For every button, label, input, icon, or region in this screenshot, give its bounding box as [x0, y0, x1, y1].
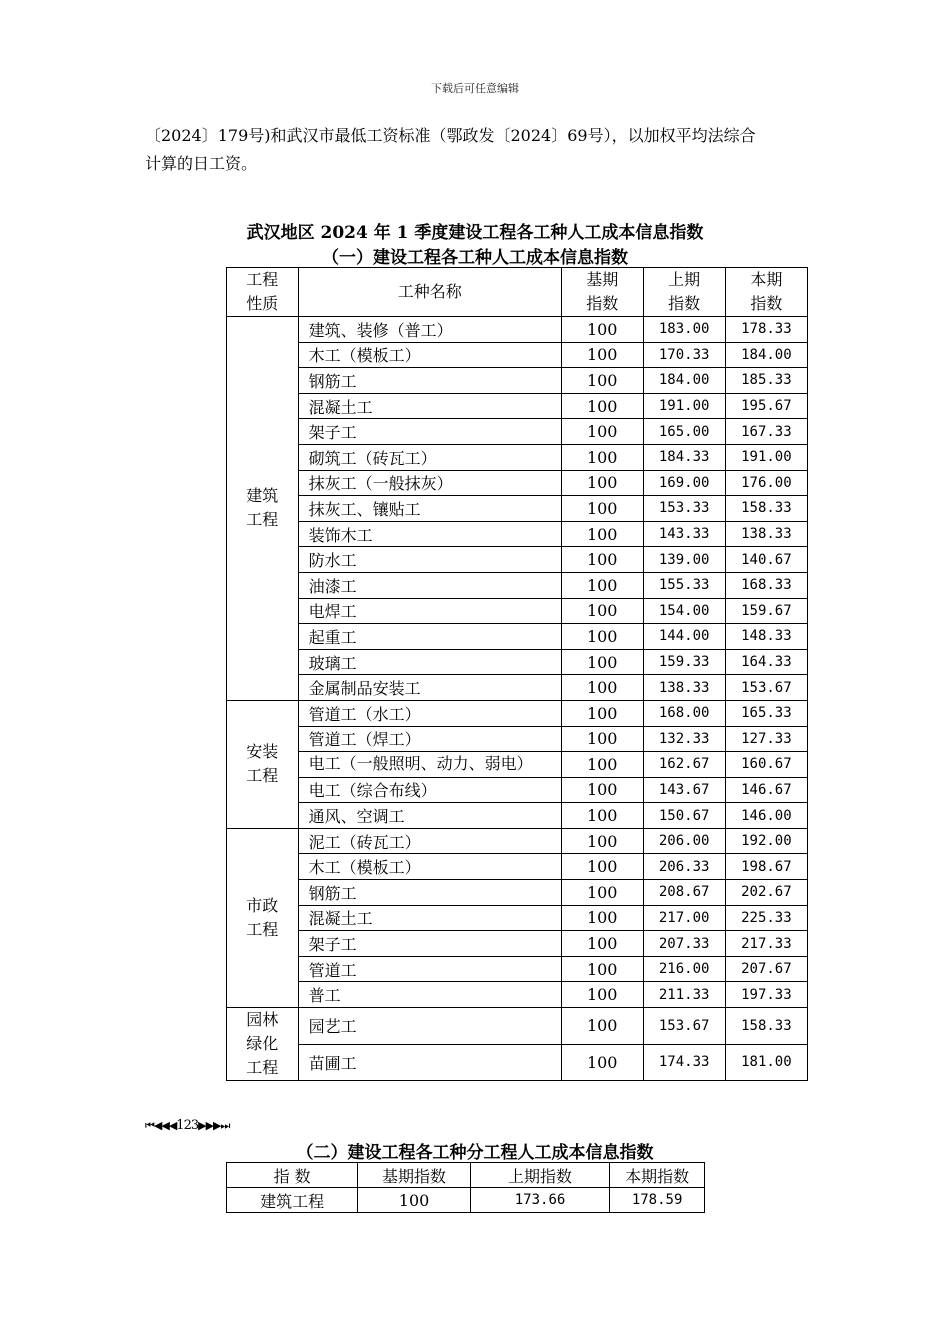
curr-index-cell: 146.00 — [725, 803, 807, 829]
table-row — [227, 624, 808, 650]
table2-row — [227, 1188, 705, 1213]
table-row — [227, 1044, 808, 1081]
trade-name-cell: 苗圃工 — [298, 1044, 561, 1081]
table-row — [227, 956, 808, 982]
base-index-cell: 100 — [561, 803, 643, 829]
base-index-cell: 100 — [561, 675, 643, 701]
trade-name-cell: 泥工（砖瓦工） — [298, 828, 561, 854]
table-row — [227, 905, 808, 931]
table-row — [227, 982, 808, 1008]
prev-index-cell: 183.00 — [643, 317, 725, 343]
table-row — [227, 649, 808, 675]
intro-line-2: 计算的日工资。 — [145, 154, 258, 173]
curr-index-cell: 176.00 — [725, 470, 807, 496]
page-navigator — [145, 1118, 229, 1133]
page-numbers[interactable]: 123 — [176, 1118, 199, 1133]
prev-index-cell: 191.00 — [643, 393, 725, 419]
curr-index-cell: 148.33 — [725, 624, 807, 650]
table-row — [227, 752, 808, 778]
curr-index-cell: 207.67 — [725, 956, 807, 982]
prev-index-cell: 174.33 — [643, 1044, 725, 1081]
curr-index-cell: 164.33 — [725, 649, 807, 675]
prev-index-cell: 153.33 — [643, 496, 725, 522]
prev-index-cell: 207.33 — [643, 931, 725, 957]
t2-prev-cell: 173.66 — [470, 1188, 609, 1213]
table1-title: （一）建设工程各工种人工成本信息指数 — [322, 248, 628, 268]
curr-index-cell: 159.67 — [725, 598, 807, 624]
base-index-cell: 100 — [561, 1008, 643, 1045]
t2-curr-cell: 178.59 — [610, 1188, 705, 1213]
t2-header-index: 指 数 — [227, 1163, 358, 1188]
curr-index-cell: 197.33 — [725, 982, 807, 1008]
t2-header-base: 基期指数 — [358, 1163, 471, 1188]
prev-index-cell: 143.33 — [643, 521, 725, 547]
curr-index-cell: 217.33 — [725, 931, 807, 957]
fast-forward-icon[interactable]: ▶▶ — [205, 1119, 221, 1132]
base-index-cell: 100 — [561, 521, 643, 547]
table-row — [227, 496, 808, 522]
curr-index-cell: 225.33 — [725, 905, 807, 931]
prev-index-cell: 143.67 — [643, 777, 725, 803]
prev-index-cell: 206.33 — [643, 854, 725, 880]
table2-title: （二）建设工程各工种分工程人工成本信息指数 — [296, 1143, 654, 1163]
t2-header-prev: 上期指数 — [470, 1163, 609, 1188]
base-index-cell: 100 — [561, 700, 643, 726]
curr-index-cell: 138.33 — [725, 521, 807, 547]
base-index-cell: 100 — [561, 982, 643, 1008]
curr-index-cell: 181.00 — [725, 1044, 807, 1081]
trade-name-cell: 玻璃工 — [298, 649, 561, 675]
base-index-cell: 100 — [561, 726, 643, 752]
t2-name-cell: 建筑工程 — [227, 1188, 358, 1213]
trade-name-cell: 园艺工 — [298, 1008, 561, 1045]
prev-index-cell: 154.00 — [643, 598, 725, 624]
prev-index-cell: 132.33 — [643, 726, 725, 752]
base-index-cell: 100 — [561, 368, 643, 394]
base-index-cell: 100 — [561, 342, 643, 368]
base-index-cell: 100 — [561, 419, 643, 445]
trade-name-cell: 木工（模板工） — [298, 854, 561, 880]
base-index-cell: 100 — [561, 880, 643, 906]
table2-header-row — [227, 1163, 705, 1188]
trade-name-cell: 管道工（焊工） — [298, 726, 561, 752]
trade-name-cell: 混凝土工 — [298, 905, 561, 931]
table-row — [227, 803, 808, 829]
prev-index-cell: 144.00 — [643, 624, 725, 650]
table-row — [227, 444, 808, 470]
prev-index-cell: 153.67 — [643, 1008, 725, 1045]
trade-name-cell: 架子工 — [298, 931, 561, 957]
curr-index-cell: 127.33 — [725, 726, 807, 752]
t2-header-curr: 本期指数 — [610, 1163, 705, 1188]
base-index-cell: 100 — [561, 752, 643, 778]
table-row — [227, 368, 808, 394]
table-row — [227, 726, 808, 752]
curr-index-cell: 191.00 — [725, 444, 807, 470]
page-header-note: 下载后可任意编辑 — [431, 82, 519, 95]
prev-index-cell: 162.67 — [643, 752, 725, 778]
prev-index-cell: 211.33 — [643, 982, 725, 1008]
table-row — [227, 393, 808, 419]
prev-index-cell: 155.33 — [643, 572, 725, 598]
trade-name-cell: 油漆工 — [298, 572, 561, 598]
curr-index-cell: 158.33 — [725, 496, 807, 522]
table-row — [227, 317, 808, 343]
table-row — [227, 1008, 808, 1045]
base-index-cell: 100 — [561, 547, 643, 573]
trade-name-cell: 建筑、装修（普工） — [298, 317, 561, 343]
curr-index-cell: 146.67 — [725, 777, 807, 803]
base-index-cell: 100 — [561, 598, 643, 624]
labor-cost-index-table — [226, 267, 808, 1081]
curr-index-cell: 158.33 — [725, 1008, 807, 1045]
trade-name-cell: 钢筋工 — [298, 880, 561, 906]
base-index-cell: 100 — [561, 854, 643, 880]
fast-back-icon[interactable]: ◀◀ — [153, 1119, 169, 1132]
table-row — [227, 931, 808, 957]
intro-line-1: 〔2024〕179号)和武汉市最低工资标准（鄂政发〔2024〕69号），以加权平均法综合 — [145, 126, 756, 145]
prev-index-cell: 150.67 — [643, 803, 725, 829]
table-row — [227, 880, 808, 906]
first-page-icon[interactable]: ⏮ — [145, 1119, 154, 1132]
prev-index-cell: 170.33 — [643, 342, 725, 368]
table-row — [227, 598, 808, 624]
category-cell: 安装 工程 — [227, 700, 299, 828]
prev-index-cell: 184.00 — [643, 368, 725, 394]
curr-index-cell: 167.33 — [725, 419, 807, 445]
curr-index-cell: 178.33 — [725, 317, 807, 343]
curr-index-cell: 202.67 — [725, 880, 807, 906]
table-row — [227, 854, 808, 880]
table-row — [227, 700, 808, 726]
prev-index-cell: 139.00 — [643, 547, 725, 573]
header-base: 基期 指数 — [561, 268, 643, 317]
prev-page-icon[interactable]: ◀ — [168, 1119, 177, 1132]
trade-name-cell: 钢筋工 — [298, 368, 561, 394]
trade-name-cell: 普工 — [298, 982, 561, 1008]
base-index-cell: 100 — [561, 444, 643, 470]
table-row — [227, 419, 808, 445]
category-cell: 市政 工程 — [227, 828, 299, 1007]
prev-index-cell: 159.33 — [643, 649, 725, 675]
table-row — [227, 572, 808, 598]
base-index-cell: 100 — [561, 649, 643, 675]
curr-index-cell: 184.00 — [725, 342, 807, 368]
trade-name-cell: 抹灰工、镶贴工 — [298, 496, 561, 522]
trade-name-cell: 木工（模板工） — [298, 342, 561, 368]
next-page-icon[interactable]: ▶ — [198, 1119, 206, 1132]
curr-index-cell: 195.67 — [725, 393, 807, 419]
t2-base-cell: 100 — [358, 1188, 471, 1213]
trade-name-cell: 架子工 — [298, 419, 561, 445]
curr-index-cell: 160.67 — [725, 752, 807, 778]
curr-index-cell: 198.67 — [725, 854, 807, 880]
table-row — [227, 342, 808, 368]
trade-name-cell: 管道工 — [298, 956, 561, 982]
trade-name-cell: 砌筑工（砖瓦工） — [298, 444, 561, 470]
prev-index-cell: 165.00 — [643, 419, 725, 445]
document-title: 武汉地区 2024 年 1 季度建设工程各工种人工成本信息指数 — [246, 223, 704, 243]
base-index-cell: 100 — [561, 931, 643, 957]
base-index-cell: 100 — [561, 624, 643, 650]
trade-name-cell: 电工（综合布线） — [298, 777, 561, 803]
header-category: 工程 性质 — [227, 268, 299, 317]
prev-index-cell: 184.33 — [643, 444, 725, 470]
base-index-cell: 100 — [561, 572, 643, 598]
trade-name-cell: 管道工（水工） — [298, 700, 561, 726]
table-row — [227, 828, 808, 854]
base-index-cell: 100 — [561, 777, 643, 803]
project-index-table — [226, 1162, 705, 1213]
prev-index-cell: 168.00 — [643, 700, 725, 726]
prev-index-cell: 216.00 — [643, 956, 725, 982]
trade-name-cell: 装饰木工 — [298, 521, 561, 547]
base-index-cell: 100 — [561, 905, 643, 931]
trade-name-cell: 电工（一般照明、动力、弱电） — [298, 752, 561, 778]
prev-index-cell: 206.00 — [643, 828, 725, 854]
header-curr: 本期 指数 — [725, 268, 807, 317]
curr-index-cell: 165.33 — [725, 700, 807, 726]
trade-name-cell: 通风、空调工 — [298, 803, 561, 829]
header-name: 工种名称 — [298, 268, 561, 317]
prev-index-cell: 208.67 — [643, 880, 725, 906]
prev-index-cell: 138.33 — [643, 675, 725, 701]
curr-index-cell: 168.33 — [725, 572, 807, 598]
prev-index-cell: 169.00 — [643, 470, 725, 496]
trade-name-cell: 防水工 — [298, 547, 561, 573]
trade-name-cell: 起重工 — [298, 624, 561, 650]
category-cell: 园林 绿化 工程 — [227, 1008, 299, 1081]
curr-index-cell: 185.33 — [725, 368, 807, 394]
intro-paragraph — [145, 122, 815, 178]
table-row — [227, 547, 808, 573]
curr-index-cell: 140.67 — [725, 547, 807, 573]
table-row — [227, 470, 808, 496]
trade-name-cell: 电焊工 — [298, 598, 561, 624]
base-index-cell: 100 — [561, 317, 643, 343]
curr-index-cell: 153.67 — [725, 675, 807, 701]
base-index-cell: 100 — [561, 393, 643, 419]
category-cell: 建筑 工程 — [227, 317, 299, 701]
table-row — [227, 521, 808, 547]
trade-name-cell: 金属制品安装工 — [298, 675, 561, 701]
base-index-cell: 100 — [561, 956, 643, 982]
prev-index-cell: 217.00 — [643, 905, 725, 931]
base-index-cell: 100 — [561, 1044, 643, 1081]
table-row — [227, 777, 808, 803]
base-index-cell: 100 — [561, 828, 643, 854]
trade-name-cell: 混凝土工 — [298, 393, 561, 419]
table-header-row — [227, 268, 808, 317]
header-prev: 上期 指数 — [643, 268, 725, 317]
table-row — [227, 675, 808, 701]
base-index-cell: 100 — [561, 496, 643, 522]
base-index-cell: 100 — [561, 470, 643, 496]
trade-name-cell: 抹灰工（一般抹灰） — [298, 470, 561, 496]
curr-index-cell: 192.00 — [725, 828, 807, 854]
last-page-icon[interactable]: ⏭ — [220, 1119, 230, 1132]
